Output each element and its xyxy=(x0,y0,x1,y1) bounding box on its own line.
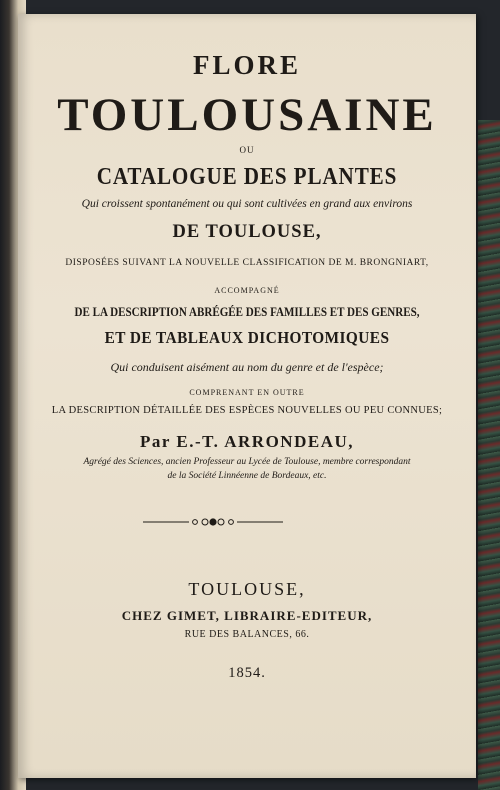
marbled-endpaper-edge xyxy=(478,120,500,790)
title-line-flore: FLORE xyxy=(192,50,301,80)
tableaux-dichotomiques-line: ET DE TABLEAUX DICHOTOMIQUES xyxy=(104,328,390,347)
title-page xyxy=(18,14,476,778)
fleuron-rule-icon xyxy=(143,514,283,530)
imprint-year: 1854. xyxy=(228,665,266,681)
author-credentials-line1: Agrégé des Sciences, ancien Professeur au Lycée de Toulouse, membre correspondant xyxy=(83,457,411,467)
classification-line: DISPOSÉES SUIVANT LA NOUVELLE CLASSIFICATION DE M. BRONGNIART, xyxy=(65,258,429,268)
imprint-publisher: CHEZ GIMET, LIBRAIRE-EDITEUR, xyxy=(121,608,373,623)
subtitle-de-toulouse: DE TOULOUSE, xyxy=(172,222,322,242)
imprint-city: TOULOUSE, xyxy=(188,579,306,599)
author-line: Par E.-T. ARRONDEAU, xyxy=(139,432,354,451)
especes-nouvelles-line: LA DESCRIPTION DÉTAILLÉE DES ESPÈCES NOUVELLES OU PEU CONNUES; xyxy=(51,405,443,416)
imprint-address: RUE DES BALANCES, 66. xyxy=(184,629,310,640)
accompagne-label: ACCOMPAGNÉ xyxy=(214,286,280,295)
title-conjunction-ou: OU xyxy=(239,145,255,155)
subtitle-catalogue: CATALOGUE DES PLANTES xyxy=(96,164,398,190)
conduisent-line: Qui conduisent aisément au nom du genre et de l'espèce; xyxy=(110,360,384,374)
description-familles-line: DE LA DESCRIPTION ABRÉGÉE DES FAMILLES ET DES GENRES, xyxy=(74,304,420,319)
subtitle-description: Qui croissent spontanément ou qui sont cultivées en grand aux environs xyxy=(81,198,413,210)
title-line-toulousaine: TOULOUSAINE xyxy=(57,89,437,141)
comprenant-label: COMPRENANT EN OUTRE xyxy=(189,388,305,397)
author-credentials-line2: de la Société Linnéenne de Bordeaux, etc. xyxy=(167,471,327,481)
